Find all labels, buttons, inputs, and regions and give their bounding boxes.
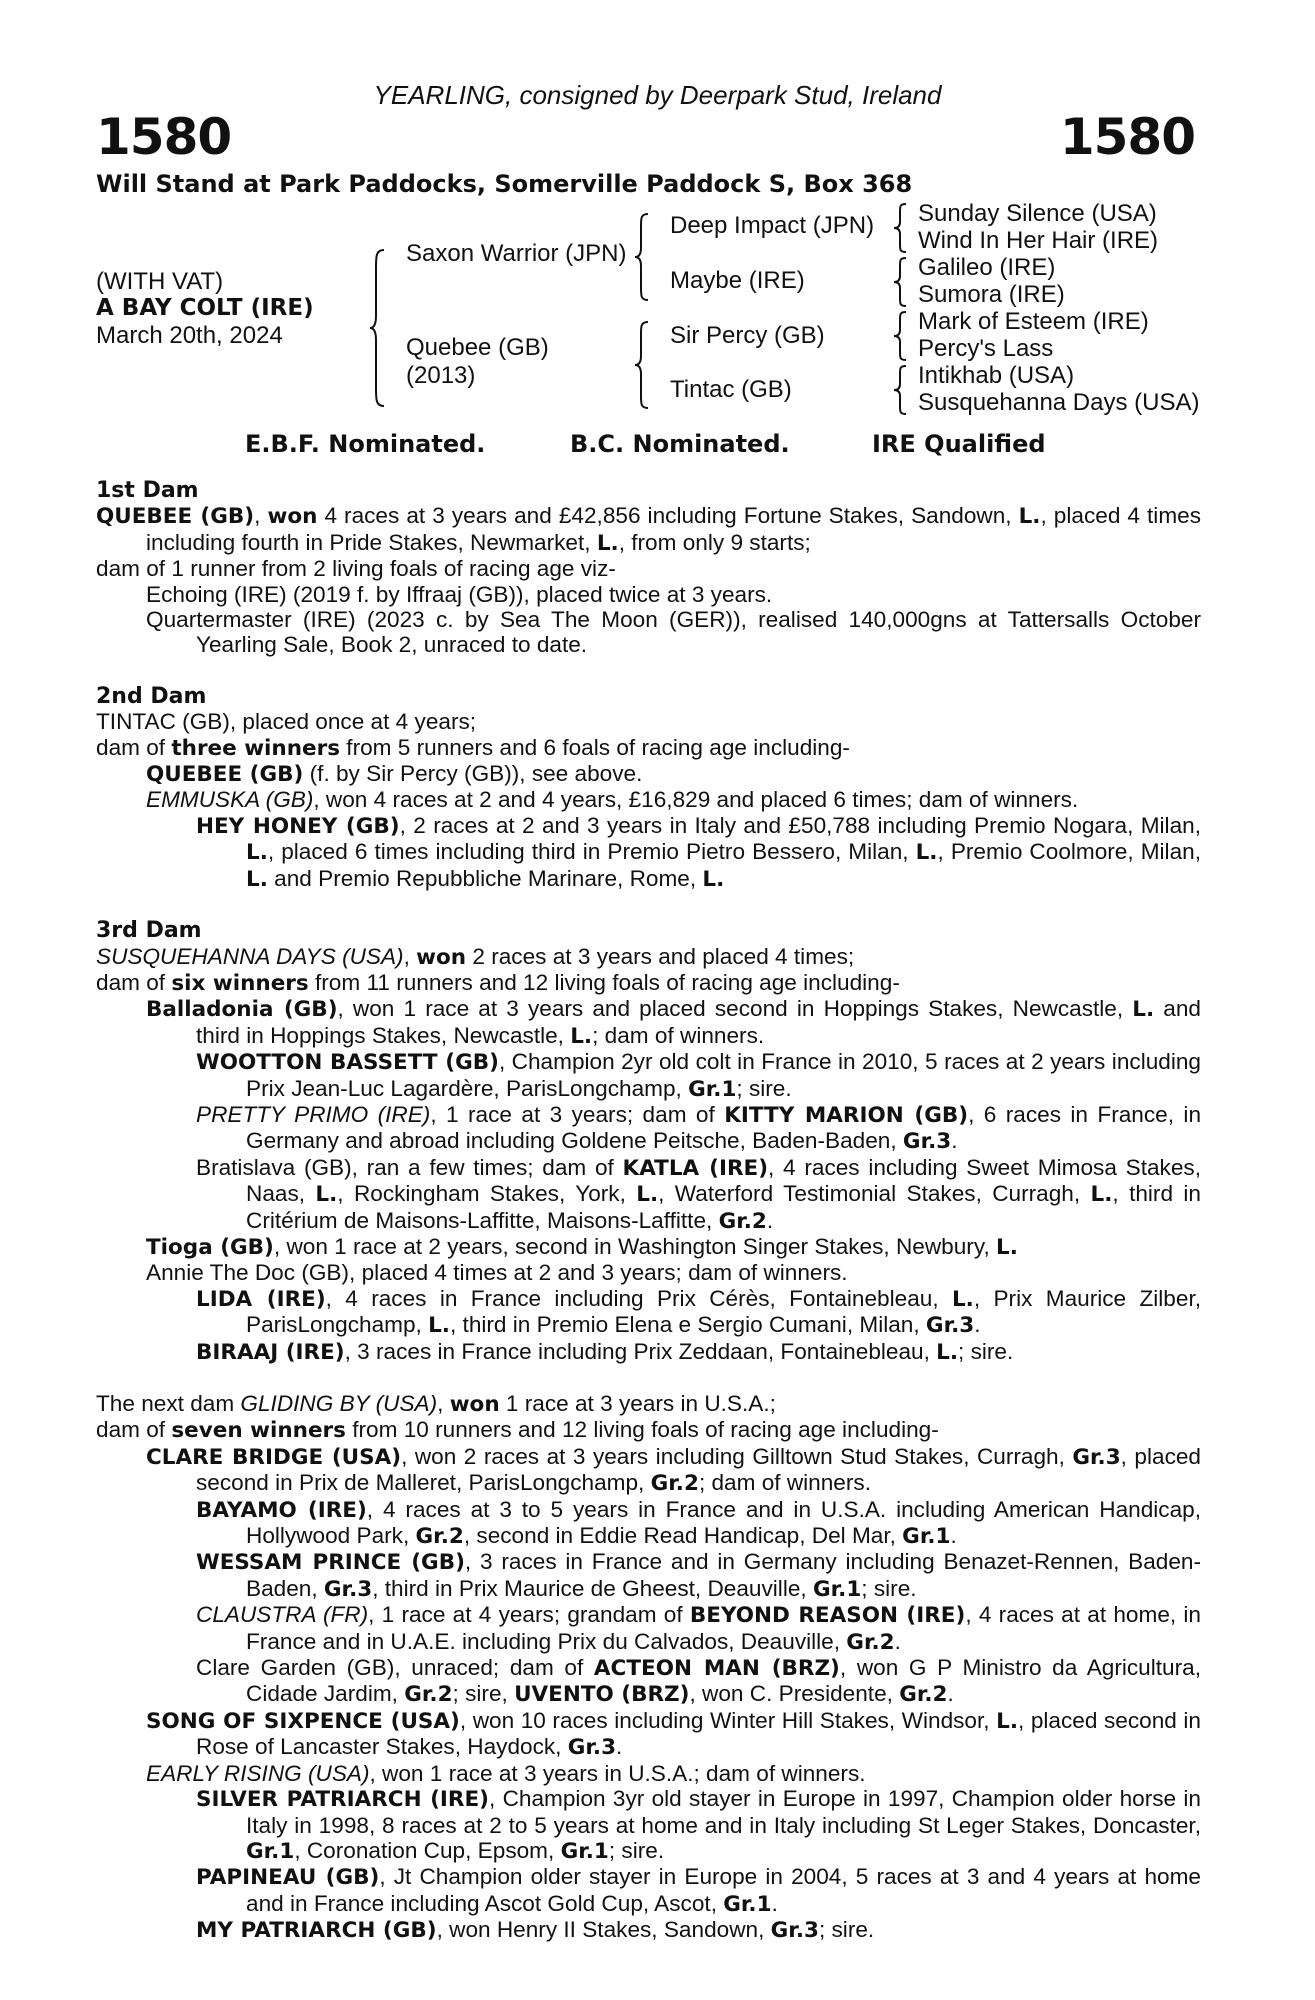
text-run: .	[616, 1734, 623, 1760]
bold-text: ACTEON MAN (BRZ)	[593, 1656, 840, 1682]
text-run: , Rockingham Stakes, York,	[337, 1181, 637, 1207]
text-run: 1 race at 3 years in U.S.A.;	[499, 1391, 776, 1416]
bold-text: Gr.2	[415, 1524, 464, 1550]
pedigree-brace-dd	[892, 364, 912, 416]
text-run: , from only 9 starts;	[618, 529, 811, 555]
produce-entry	[96, 1761, 1201, 1786]
text-run: dam of	[96, 734, 172, 760]
dam-summary	[96, 1417, 1201, 1443]
produce-entry	[96, 787, 1201, 812]
text-run: ; sire,	[452, 1681, 515, 1707]
bold-text: WOOTTON BASSETT (GB)	[196, 1050, 499, 1076]
bold-text: L.	[996, 1234, 1018, 1260]
produce-entry	[96, 1786, 1201, 1864]
produce-entry	[96, 1155, 1201, 1234]
lot-number-left: 1580	[96, 108, 232, 166]
text-run: 2 races at 3 years and placed 4 times;	[466, 943, 855, 969]
produce-entry	[96, 1234, 1201, 1260]
next-dam-section	[96, 1391, 1201, 1944]
bold-text: L.	[936, 1339, 959, 1365]
italic-text: SUSQUEHANNA DAYS (USA)	[96, 943, 404, 969]
text-run: , Waterford Testimonial Stakes, Curragh,	[658, 1181, 1091, 1207]
produce-entry	[96, 1049, 1201, 1102]
bold-text: Gr.2	[846, 1629, 895, 1655]
pedigree-brace-sire	[632, 212, 656, 302]
text-run: dam of	[96, 1417, 172, 1443]
italic-text: GLIDING BY (USA)	[240, 1391, 438, 1416]
bold-text: won	[416, 944, 467, 970]
dam-entry: QUEBEE (GB), won 4 races at 3 years and £42,856 including Fortune Stakes, Sandown, L., placed 4 times including fourth in Pride Stakes, Newmarket, L., from only 9 starts;	[96, 503, 1202, 556]
bold-text: PAPINEAU (GB)	[196, 1865, 380, 1891]
bold-text: Gr.1	[902, 1524, 951, 1550]
bold-text: UVENTO (BRZ)	[514, 1682, 690, 1708]
produce-entry	[96, 761, 1201, 787]
text-run: , won C. Presidente,	[689, 1681, 900, 1707]
bold-text: SILVER PATRIARCH (IRE)	[196, 1787, 489, 1813]
bold-text: Gr.1	[812, 1576, 862, 1602]
dam-summary	[96, 970, 1201, 996]
text-run: .	[771, 1890, 778, 1916]
bold-text: Gr.3	[925, 1313, 975, 1339]
produce-entry	[96, 813, 1201, 892]
text-run: ,	[437, 1391, 450, 1416]
ebf-nominated: E.B.F. Nominated.	[245, 430, 486, 458]
pedigree-dam-dam: Tintac (GB)	[670, 376, 792, 403]
pedigree-ds-sire: Mark of Esteem (IRE)	[918, 308, 1149, 335]
text-run: , 1 race at 4 years; grandam of	[368, 1602, 690, 1628]
text-run: 4 races at 3 years and £42,856 including Fortune Stakes, Sandown,	[317, 503, 1019, 529]
bold-text: BAYAMO (IRE)	[196, 1497, 367, 1523]
dam-entry: SUSQUEHANNA DAYS (USA), won 2 races at 3 years and placed 4 times;	[96, 943, 855, 970]
pedigree-brace-ss	[892, 202, 912, 254]
text-run: and third in Hoppings Stakes, Newcastle,	[196, 996, 1201, 1048]
text-run: , 3 races in France including Prix Zeddaan, Fontainebleau,	[344, 1338, 937, 1364]
stand-location: Will Stand at Park Paddocks, Somerville Paddock S, Box 368	[96, 170, 913, 198]
bold-text: HEY HONEY (GB)	[196, 813, 400, 839]
bold-text: Gr.2	[404, 1682, 453, 1708]
bold-text: Gr.3	[323, 1576, 373, 1602]
bold-text: CLARE BRIDGE (USA)	[146, 1444, 402, 1470]
text-run: , Champion 3yr old stayer in Europe in 1997, Champion older horse in Italy in 1998, 8 races at 2 to 5 years at home and in Italy including St Leger Stakes, Doncaster,	[246, 1786, 1202, 1838]
produce-entry	[96, 1102, 1201, 1155]
pedigree-ss-sire: Sunday Silence (USA)	[918, 200, 1157, 227]
pedigree-sire: Saxon Warrior (JPN)	[406, 240, 627, 267]
pedigree-ss-dam: Wind In Her Hair (IRE)	[918, 227, 1159, 254]
text-run: .	[894, 1628, 901, 1654]
text-run: ; sire.	[861, 1575, 917, 1601]
produce-entry	[96, 1339, 1201, 1365]
text-run: dam of	[96, 969, 172, 995]
bold-text: won	[267, 504, 318, 530]
pedigree-brace-ds	[892, 310, 912, 362]
produce-entry	[96, 1917, 1201, 1943]
text-run: Clare Garden (GB), unraced; dam of	[196, 1655, 594, 1681]
lot-number-right: 1580	[1059, 108, 1195, 166]
text-run: , won Henry II Stakes, Sandown,	[436, 1917, 771, 1943]
first-dam-section	[96, 478, 1201, 658]
italic-text: EARLY RISING (USA)	[146, 1760, 370, 1786]
text-run: , third in Premio Elena e Sergio Cumani, Milan,	[449, 1312, 926, 1338]
bold-text: SONG OF SIXPENCE (USA)	[146, 1708, 460, 1734]
text-run: , Champion 2yr old colt in France in 2010, 5 races at 2 years including Prix Jean-Luc Lagardère, ParisLongchamp,	[246, 1049, 1201, 1101]
horse-name: A BAY COLT (IRE)	[96, 295, 314, 321]
second-dam-section	[96, 684, 1201, 892]
text-run: , Jt Champion older stayer in Europe in 2004, 5 races at 3 and 4 years at home and in France including Ascot Gold Cup, Ascot,	[246, 1864, 1201, 1916]
vat-note: (WITH VAT)	[96, 268, 224, 295]
text-run: The next dam	[96, 1391, 241, 1416]
produce-entry	[96, 1444, 1201, 1497]
horse-dob: March 20th, 2024	[96, 322, 283, 349]
text-run: .	[974, 1312, 981, 1338]
pedigree-brace-sd	[892, 256, 912, 308]
bold-text: LIDA (IRE)	[196, 1286, 326, 1312]
pedigree-sire-sire: Deep Impact (JPN)	[670, 212, 875, 239]
bold-text: Gr.1	[246, 1838, 295, 1864]
text-run: , placed second in Rose of Lancaster Stakes, Haydock,	[196, 1707, 1201, 1760]
italic-text: CLAUSTRA (FR)	[196, 1602, 369, 1628]
text-run: , Prix Maurice Zilber, ParisLongchamp,	[246, 1285, 1201, 1338]
text-run: , 4 races at at home, in France and in U.A.E. including Prix du Calvados, Deauville,	[246, 1602, 1201, 1654]
bold-text: Tioga (GB)	[146, 1234, 274, 1260]
section-heading: 3rd Dam	[96, 918, 202, 944]
pedigree-ds-dam: Percy's Lass	[918, 335, 1054, 362]
produce-record	[96, 478, 1201, 1944]
text-run: ; dam of winners.	[592, 1022, 765, 1048]
text-run: , Coronation Cup, Epsom,	[294, 1837, 561, 1863]
text-run: from 10 runners and 12 living foals of racing age including-	[345, 1417, 939, 1443]
text-run: , third in Critérium de Maisons-Laffitte, Maisons-Laffitte,	[246, 1181, 1201, 1233]
text-run: , 1 race at 3 years; dam of	[430, 1101, 725, 1127]
bold-text: L.	[996, 1708, 1018, 1734]
text-run: .	[951, 1128, 958, 1154]
produce-entry	[96, 996, 1201, 1049]
text-run: , Premio Coolmore, Milan,	[937, 839, 1201, 865]
text-run: , 3 races in France and in Germany including Benazet-Rennen, Baden-Baden,	[246, 1549, 1201, 1601]
third-dam-section	[96, 918, 1201, 1365]
bold-text: KITTY MARION (GB)	[724, 1102, 969, 1128]
bold-text: BEYOND REASON (IRE)	[689, 1603, 966, 1629]
produce-entry	[96, 1708, 1201, 1761]
text-run: , third in Prix Maurice de Gheest, Deauville,	[372, 1575, 813, 1601]
text-run: , 4 races including Sweet Mimosa Stakes, Naas,	[246, 1154, 1201, 1207]
text-run: , won G P Ministro da Agricultura, Cidade Jardim,	[246, 1655, 1201, 1707]
text-run: , won 10 races including Winter Hill Stakes, Windsor,	[459, 1707, 997, 1733]
text-run: , won 1 race at 3 years and placed second in Hoppings Stakes, Newcastle,	[337, 996, 1133, 1022]
dam-summary	[96, 735, 1201, 761]
text-run: , second in Eddie Read Handicap, Del Mar,	[463, 1523, 903, 1549]
pedigree-dam: Quebee (GB)	[406, 334, 549, 361]
bc-nominated: B.C. Nominated.	[570, 430, 790, 458]
pedigree-sd-sire: Galileo (IRE)	[918, 254, 1056, 281]
bold-text: Gr.2	[650, 1471, 699, 1497]
text-run: , 2 races at 2 and 3 years in Italy and £50,788 including Premio Nogara, Milan,	[399, 812, 1201, 838]
text-run: , won 2 races at 3 years including Gilltown Stud Stakes, Curragh,	[401, 1443, 1073, 1469]
produce-entry	[96, 1602, 1201, 1655]
text-run: ; sire.	[818, 1917, 875, 1943]
bold-text: Gr.1	[688, 1076, 737, 1102]
dam-entry: TINTAC (GB), placed once at 4 years;	[96, 709, 477, 735]
produce-entry: Annie The Doc (GB), placed 4 times at 2 and 3 years; dam of winners.	[146, 1260, 848, 1286]
pedigree-dam-sire: Sir Percy (GB)	[670, 322, 825, 349]
text-run: , won 4 races at 2 and 4 years, £16,829 and placed 6 times; dam of winners.	[313, 787, 1079, 813]
bold-text: six winners	[171, 970, 309, 996]
pedigree-dam-year: (2013)	[406, 362, 476, 389]
bold-text: KATLA (IRE)	[622, 1155, 769, 1181]
text-run: from 5 runners and 6 foals of racing age including-	[340, 734, 850, 760]
text-run: (f. by Sir Percy (GB)), see above.	[303, 761, 643, 787]
produce-entry	[96, 1655, 1201, 1708]
bold-text: seven winners	[171, 1418, 346, 1444]
bold-text: L.	[636, 1182, 659, 1208]
bold-text: L.	[246, 840, 268, 866]
text-run: , 6 races in France, in Germany and abroad including Goldene Peitsche, Baden-Baden,	[246, 1101, 1202, 1154]
bold-text: won	[449, 1392, 500, 1417]
produce-entry: Quartermaster (IRE) (2023 c. by Sea The Moon (GER)), realised 140,000gns at Tattersalls October Yearling Sale, Book 2, unraced to date.	[146, 607, 1201, 658]
text-run: ; sire.	[958, 1338, 1014, 1364]
pedigree-brace-main	[368, 248, 392, 408]
text-run: ; dam of winners.	[698, 1470, 871, 1496]
bold-text: Balladonia (GB)	[146, 997, 338, 1023]
section-heading: 1st Dam	[96, 478, 199, 503]
bold-text: Gr.2	[718, 1208, 767, 1234]
pedigree-sire-dam: Maybe (IRE)	[670, 267, 805, 294]
text-run: and Premio Repubbliche Marinare, Rome,	[267, 865, 703, 891]
bold-text: L.	[702, 866, 725, 892]
bold-text: L.	[915, 840, 938, 866]
text-run: , 4 races in France including Prix Cérès, Fontainebleau,	[325, 1285, 952, 1311]
bold-text: L.	[951, 1286, 974, 1312]
bold-text: Gr.3	[770, 1918, 819, 1944]
bold-text: Gr.1	[560, 1838, 609, 1864]
bold-text: L.	[570, 1023, 593, 1049]
section-heading: 2nd Dam	[96, 683, 207, 709]
text-run: .	[947, 1681, 954, 1707]
bold-text: L.	[1090, 1182, 1113, 1208]
produce-entry	[96, 1864, 1201, 1917]
text-run: .	[766, 1207, 774, 1233]
text-run: Bratislava (GB), ran a few times; dam of	[196, 1154, 623, 1180]
bold-text: L.	[1018, 504, 1041, 530]
bold-text: L.	[315, 1182, 338, 1208]
bold-text: L.	[1132, 997, 1155, 1023]
bold-text: QUEBEE (GB)	[146, 762, 304, 788]
bold-text: Gr.3	[567, 1735, 617, 1761]
produce-entry: Echoing (IRE) (2019 f. by Iffraaj (GB)), placed twice at 3 years.	[146, 581, 773, 607]
bold-text: MY PATRIARCH (GB)	[196, 1918, 437, 1944]
bold-text: QUEBEE (GB)	[96, 504, 255, 530]
bold-text: L.	[428, 1313, 450, 1339]
bold-text: L.	[596, 530, 619, 556]
produce-entry	[96, 1497, 1201, 1550]
ire-qualified: IRE Qualified	[872, 430, 1046, 458]
italic-text: EMMUSKA (GB)	[146, 787, 314, 813]
text-run: ; sire.	[608, 1837, 665, 1863]
bold-text: WESSAM PRINCE (GB)	[196, 1550, 465, 1576]
pedigree-brace-dam	[632, 320, 656, 410]
text-run: , won 1 race at 2 years, second in Washington Singer Stakes, Newbury,	[273, 1233, 996, 1259]
bold-text: Gr.3	[1072, 1444, 1121, 1470]
dam-summary: dam of 1 runner from 2 living foals of racing age viz-	[96, 556, 616, 582]
bold-text: Gr.2	[899, 1682, 948, 1708]
text-run: , placed 4 times including fourth in Pride Stakes, Newmarket,	[146, 503, 1202, 555]
text-run: , placed 6 times including third in Premio Pietro Bessero, Milan,	[267, 839, 916, 865]
italic-text: PRETTY PRIMO (IRE)	[196, 1101, 431, 1127]
produce-entry	[96, 1549, 1201, 1602]
dam-entry	[96, 1391, 1201, 1417]
bold-text: Gr.3	[902, 1129, 952, 1155]
bold-text: BIRAAJ (IRE)	[196, 1339, 345, 1365]
text-run: .	[950, 1523, 957, 1549]
bold-text: Gr.1	[723, 1891, 772, 1917]
text-run: ; sire.	[736, 1075, 792, 1101]
bold-text: three winners	[171, 735, 341, 761]
pedigree-dd-dam: Susquehanna Days (USA)	[918, 389, 1200, 416]
pedigree-sd-dam: Sumora (IRE)	[918, 281, 1065, 308]
text-run: , won 1 race at 3 years in U.S.A.; dam of winners.	[369, 1760, 866, 1786]
bold-text: L.	[246, 866, 268, 892]
pedigree-dd-sire: Intikhab (USA)	[918, 362, 1075, 389]
produce-entry	[96, 1286, 1201, 1339]
consignment-line: YEARLING, consigned by Deerpark Stud, Ireland	[373, 80, 942, 110]
text-run: from 11 runners and 12 living foals of racing age including-	[308, 969, 900, 995]
text-run: , placed second in Prix de Malleret, ParisLongchamp,	[196, 1443, 1201, 1496]
text-run: , 4 races at 3 to 5 years in France and in U.S.A. including American Handicap, Hollywood Park,	[246, 1496, 1201, 1549]
